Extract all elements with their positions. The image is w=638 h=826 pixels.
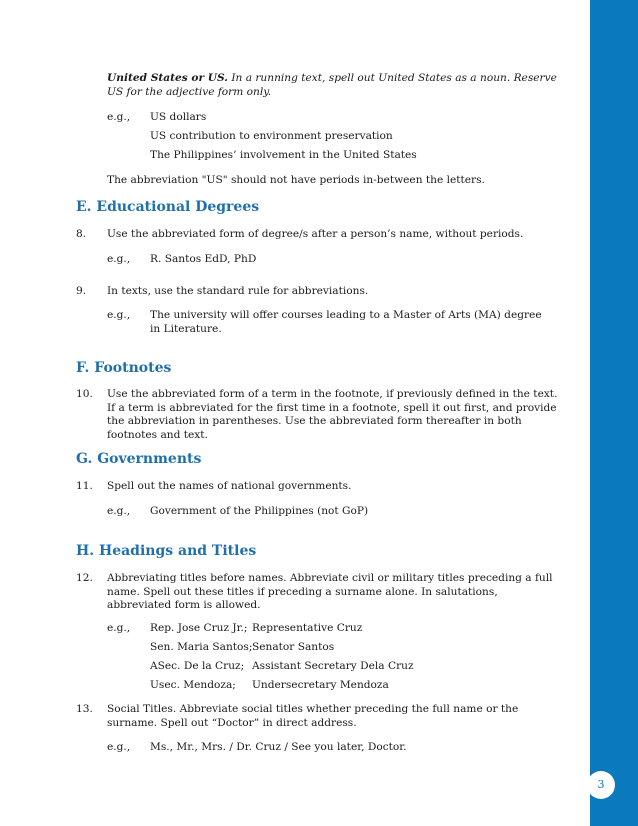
- rule-8-eg-label: e.g.,: [107, 253, 131, 265]
- us-title: United States or US.: [107, 72, 228, 84]
- section-heading-educational-degrees: E. Educational Degrees: [76, 199, 260, 215]
- rule-13-eg-label: e.g.,: [107, 741, 131, 753]
- rule-11-text: Spell out the names of national governments.: [107, 480, 352, 492]
- rule-10-text: Use the abbreviated form of a term in the footnote, if previously defined in the text. If a term is abbreviated for the first time in a footnote, spell it out first, and provide the abbreviation in parentheses. Use the abbreviated form thereafter in both footnotes and text.: [107, 388, 558, 441]
- rule-9-text: In texts, use the standard rule for abbreviations.: [107, 285, 369, 297]
- rule-9-example: The university will offer courses leading to a Master of Arts (MA) degree in Literature.: [150, 309, 542, 335]
- us-example-3: The Philippines’ involvement in the United States: [150, 149, 417, 161]
- rule-12-pair-2-long: Senator Santos: [252, 641, 335, 653]
- rule-10-number: 10.: [76, 388, 93, 400]
- rule-8-example: R. Santos EdD, PhD: [150, 253, 257, 265]
- section-heading-footnotes: F. Footnotes: [76, 360, 172, 376]
- rule-11-example: Government of the Philippines (not GoP): [150, 505, 369, 517]
- rule-9-eg-label: e.g.,: [107, 309, 131, 321]
- rule-8-text: Use the abbreviated form of degree/s after a person’s name, without periods.: [107, 228, 524, 240]
- side-color-band: [590, 0, 638, 826]
- page-number: 3: [597, 778, 605, 791]
- rule-12-pair-4-long: Undersecretary Mendoza: [252, 679, 389, 691]
- rule-9-number: 9.: [76, 285, 87, 297]
- rule-12-eg-label: e.g.,: [107, 622, 131, 634]
- page-number-badge: [587, 771, 615, 799]
- rule-12-pair-1-long: Representative Cruz: [252, 622, 363, 634]
- rule-13-example: Ms., Mr., Mrs. / Dr. Cruz / See you later, Doctor.: [150, 741, 407, 753]
- rule-12-pair-2-short: Sen. Maria Santos;: [150, 641, 253, 653]
- us-note: The abbreviation "US" should not have periods in-between the letters.: [107, 174, 485, 186]
- rule-13-number: 13.: [76, 703, 93, 715]
- rule-12-pair-3-long: Assistant Secretary Dela Cruz: [252, 660, 414, 672]
- rule-11-number: 11.: [76, 480, 93, 492]
- rule-12-pair-3-short: ASec. De la Cruz;: [150, 660, 245, 672]
- rule-12-text: Abbreviating titles before names. Abbreviate civil or military titles preceding a full name. Spell out these titles if preceding a surname alone. In salutations, abbreviated form is allowed.: [107, 572, 553, 611]
- rule-11-eg-label: e.g.,: [107, 505, 131, 517]
- us-example-2: US contribution to environment preservation: [150, 130, 393, 142]
- rule-12-pair-4-short: Usec. Mendoza;: [150, 679, 236, 691]
- section-heading-headings-and-titles: H. Headings and Titles: [76, 543, 257, 559]
- us-eg-label: e.g.,: [107, 111, 131, 123]
- us-example-1: US dollars: [150, 111, 207, 123]
- rule-13-text: Social Titles. Abbreviate social titles whether preceding the full name or the surname. Spell out “Doctor” in direct address.: [107, 703, 519, 729]
- us-text: In a running text, spell out United States as a noun. Reserve US for the adjective form only.: [107, 72, 557, 98]
- rule-12-number: 12.: [76, 572, 93, 584]
- rule-12-pair-1-short: Rep. Jose Cruz Jr.;: [150, 622, 248, 634]
- section-heading-governments: G. Governments: [76, 451, 202, 467]
- rule-8-number: 8.: [76, 228, 87, 240]
- us-paragraph: [107, 72, 562, 99]
